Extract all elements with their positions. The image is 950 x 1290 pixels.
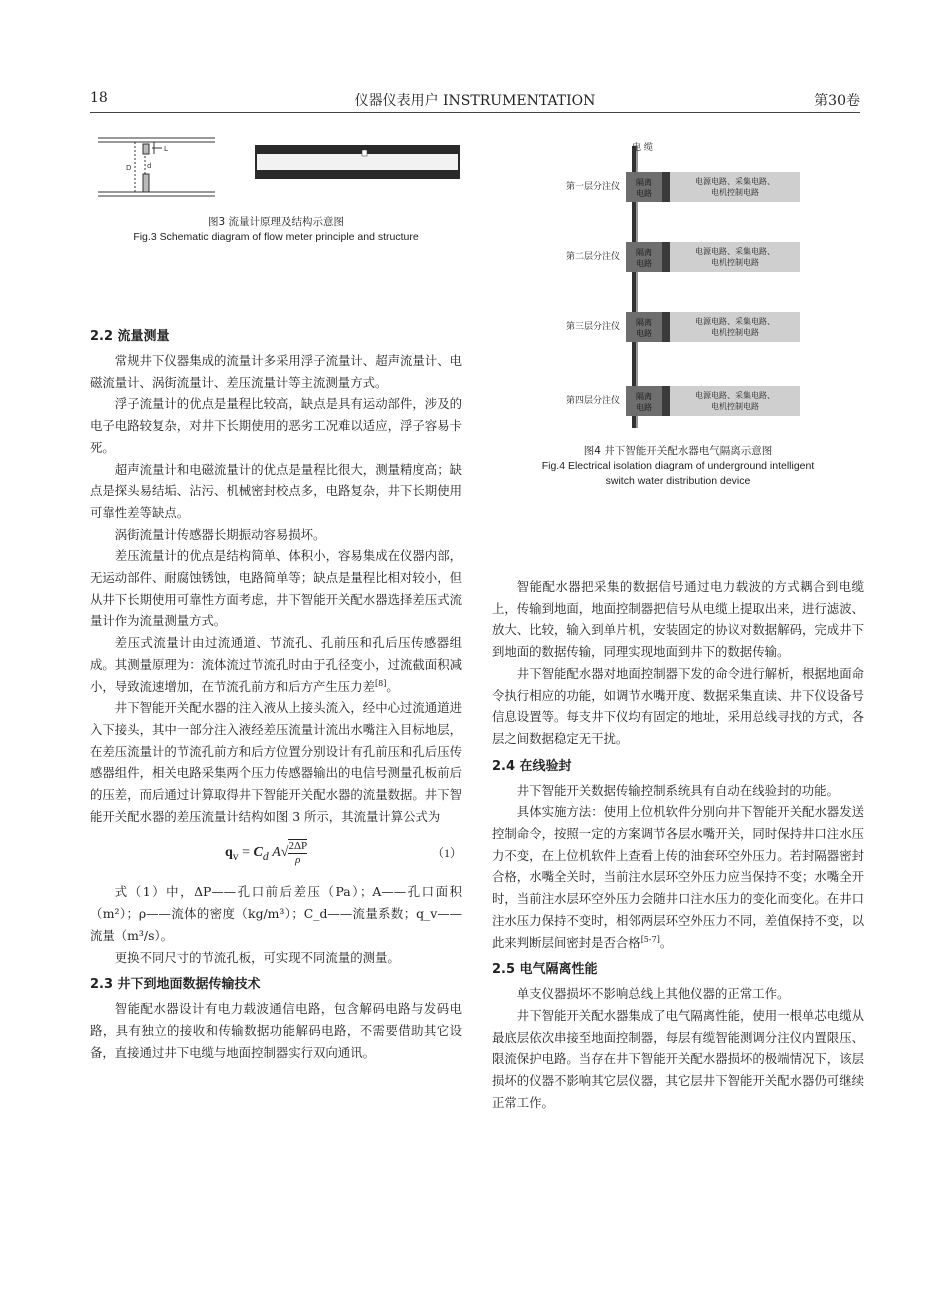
- svg-text:电源电路、采集电路、: 电源电路、采集电路、: [695, 247, 775, 256]
- figure-4-caption-zh: 图4 井下智能开关配水器电气隔离示意图: [583, 445, 773, 457]
- svg-text:隔离: 隔离: [636, 178, 652, 187]
- layer-2-label: 第二层分注仪: [565, 252, 620, 262]
- svg-text:电路: 电路: [636, 403, 652, 412]
- page-header: [90, 88, 860, 113]
- figure-4: [492, 136, 864, 489]
- right-column: [492, 576, 864, 1113]
- layer-3: [566, 312, 800, 342]
- page-number: 18: [90, 90, 108, 106]
- section-2-5-title: 2.5 电气隔离性能: [492, 962, 598, 978]
- paragraph: 单支仪器损坏不影响总线上其他仪器的正常工作。: [516, 986, 790, 1002]
- formula-expression: $q_v = C_d$ A√ $\frac{2\Delta P}{\rho}$: [225, 840, 308, 867]
- paragraph: 更换不同尺寸的节流孔板，可实现不同流量的测量。: [114, 949, 400, 965]
- formula-number: （1）: [431, 846, 462, 861]
- cable-label: 电 缆: [632, 143, 653, 153]
- svg-text:电源电路、采集电路、: 电源电路、采集电路、: [695, 177, 775, 186]
- figure-4-caption-en-line1: Fig.4 Electrical isolation diagram of underground intelligent: [541, 460, 815, 472]
- svg-text:隔离: 隔离: [636, 392, 652, 401]
- svg-text:电源电路、采集电路、: 电源电路、采集电路、: [695, 391, 775, 400]
- citation: [8]: [374, 678, 387, 688]
- layer-2: [566, 242, 800, 272]
- label-d: d: [147, 162, 152, 170]
- label-L: L: [164, 145, 168, 153]
- paragraph: 井下智能开关配水器的注入液从上接头流入，经中心过流通道进入下接头，其中一部分注入液经差压流量计流出水嘴注入目标地层，在差压流量计的节流孔前方和后方位置分别设计有孔前压和孔后压传感器组件，相关电路采集两个压力传感器输出的电信号测量孔板前后的压差，而后通过计算取得井下智能开关配水器的流量数据。井下智能开关配水器的差压流量计结构如图 3 所示，其流量计算公式为: [90, 700, 462, 824]
- svg-text:电机控制电路: 电机控制电路: [711, 188, 759, 197]
- paragraph: 智能配水器把采集的数据信号通过电力载波的方式耦合到电缆上，传输到地面，地面控制器把信号从电缆上提取出来，进行滤波、放大、比较，输入到单片机，安装固定的协议对数据解码，完成井下到地面的数据传输，同理实现地面到井下的数据传输。: [492, 579, 864, 660]
- svg-text:电机控制电路: 电机控制电路: [711, 328, 759, 337]
- layer-4-label: 第四层分注仪: [565, 396, 620, 406]
- section-2-4-title: 2.4 在线验封: [492, 758, 572, 774]
- paragraph: 智能配水器设计有电力载波通信电路，包含解码电路与发码电路，具有独立的接收和传输数据功能解码电路，不需要借助其它设备，直接通过井下电缆与地面控制器实行双向通讯。: [90, 1001, 462, 1060]
- paragraph: 具体实施方法：使用上位机软件分别向井下智能开关配水器发送控制命令，按照一定的方案调节各层水嘴开关，同时保持井口注水压力不变，在上位机软件上查看上传的油套环空外压力。若封隔器密封合格，水嘴全关时，当前注水层环空外压力应当保持不变；水嘴全开时，当前注水层环空外压力会随井口注水压力的变化而变化。在井口注水压力保持不变时，相邻两层环空外压力不同，差值保持不变，以此来判断层间密封是否合格[5-7]。: [492, 804, 864, 950]
- layer-1: [566, 172, 800, 202]
- paragraph: 超声流量计和电磁流量计的优点是量程比很大，测量精度高；缺点是探头易结垢、沾污、机械密封校点多，电路复杂，井下长期使用可靠性差等缺点。: [90, 461, 462, 520]
- svg-text:隔离: 隔离: [636, 248, 652, 257]
- svg-text:电路: 电路: [636, 329, 652, 338]
- volume-label: 第30卷: [814, 93, 860, 109]
- figure-3-caption-zh: 图3 流量计原理及结构示意图: [207, 216, 345, 228]
- paragraph: 差压流量计的优点是结构简单、体积小，容易集成在仪器内部，无运动部件、耐腐蚀锈蚀，电路简单等；缺点是量程比相对较小，但从井下长期使用可靠性方面考虑，井下智能开关配水器选择差压式流量计作为流量测量方式。: [90, 548, 462, 629]
- layer-1-label: 第一层分注仪: [565, 182, 620, 192]
- paragraph: 井下智能开关数据传输控制系统具有自动在线验封的功能。: [516, 782, 839, 798]
- paragraph: 式（1）中，ΔP——孔口前后差压（Pa）；A——孔口面积（m²）；ρ——流体的密度（kg/m³）；C_d——流量系数；q_v——流量（m³/s）。: [90, 884, 462, 943]
- journal-title: 仪器仪表用户 INSTRUMENTATION: [354, 93, 596, 109]
- paragraph: 差压式流量计由过流通道、节流孔、孔前压和孔后压传感器组成。其测量原理为：流体流过节流孔时由于孔径变小，过流截面积减小，导致流速增加，在节流孔前方和后方产生压力差[8]。: [90, 635, 462, 694]
- svg-text:电路: 电路: [636, 189, 652, 198]
- layer-3-label: 第三层分注仪: [565, 322, 620, 332]
- paragraph: 浮子流量计的优点是量程比较高，缺点是具有运动部件，涉及的电子电路较复杂，对井下长期使用的恶劣工况难以适应，浮子容易卡死。: [90, 396, 462, 455]
- flow-formula: [90, 831, 462, 877]
- svg-text:隔离: 隔离: [636, 318, 652, 327]
- section-2-2-title: 2.2 流量测量: [90, 329, 170, 344]
- svg-text:电机控制电路: 电机控制电路: [711, 402, 759, 411]
- left-column: [90, 320, 462, 1063]
- svg-text:电机控制电路: 电机控制电路: [711, 258, 759, 267]
- paragraph: 井下智能配水器对地面控制器下发的命令进行解析，根据地面命令执行相应的功能，如调节水嘴开度、数据采集直读、井下仪设备号信息设置等。每支井下仪均有固定的地址，采用总线寻找的方式，各层之间数据稳定无干扰。: [492, 665, 864, 746]
- layer-4: [566, 386, 800, 416]
- figure-4-caption-en-line2: switch water distribution device: [605, 475, 751, 487]
- label-D: D: [126, 164, 132, 172]
- paragraph: 井下智能开关配水器集成了电气隔离性能，使用一根单芯电缆从最底层依次串接至地面控制器，每层有缆智能测调分注仪内置限压、限流保护电路。当存在井下智能开关配水器损坏的极端情况下，该层损坏的仪器不影响其它层仪器，其它层井下智能开关配水器仍可继续正常工作。: [492, 1007, 864, 1110]
- flow-meter-schematic: [90, 128, 462, 203]
- figure-3-caption-en: Fig.3 Schematic diagram of flow meter principle and structure: [133, 231, 419, 243]
- svg-text:电路: 电路: [636, 259, 652, 268]
- svg-text:电源电路、采集电路、: 电源电路、采集电路、: [695, 317, 775, 326]
- section-2-3-title: 2.3 井下到地面数据传输技术: [90, 977, 261, 993]
- citation: [5-7]: [640, 934, 660, 944]
- paragraph: 涡街流量计传感器长期振动容易损坏。: [114, 526, 326, 542]
- electrical-isolation-diagram: [492, 136, 864, 436]
- paragraph: 常规井下仪器集成的流量计多采用浮子流量计、超声流量计、电磁流量计、涡街流量计、差压流量计等主流测量方式。: [90, 353, 462, 390]
- figure-3: [90, 128, 462, 245]
